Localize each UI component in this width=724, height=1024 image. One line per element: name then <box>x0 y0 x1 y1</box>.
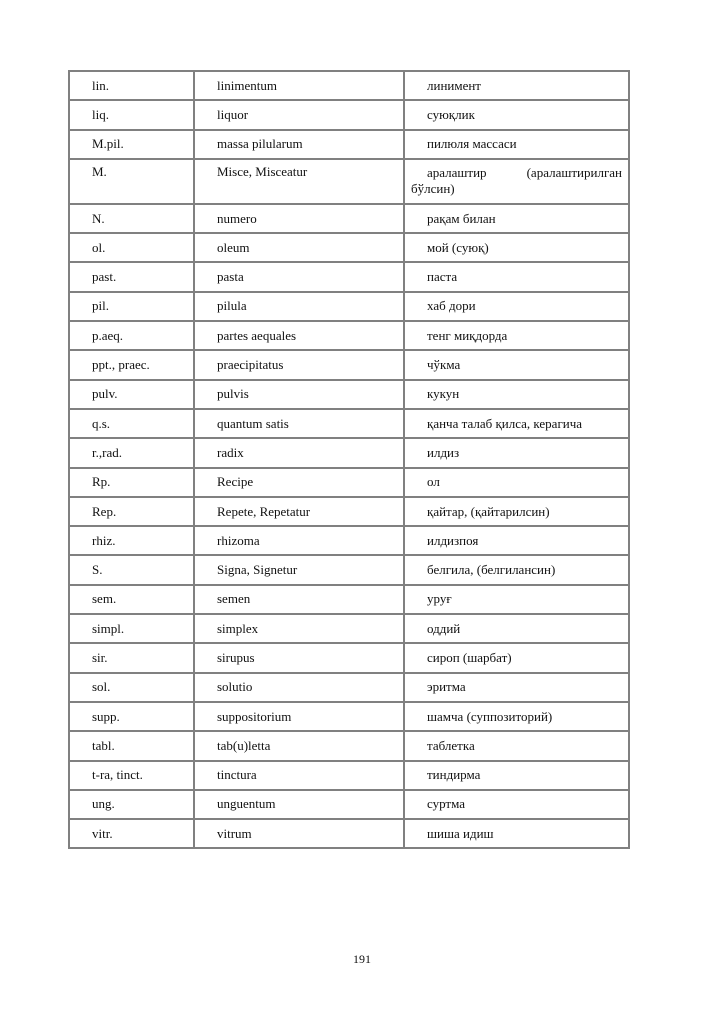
table-body <box>69 71 629 848</box>
abbreviation-cell: liq. <box>69 100 194 129</box>
table-row <box>69 526 629 555</box>
abbreviation-cell: supp. <box>69 702 194 731</box>
translation-cell: паста <box>404 262 629 291</box>
table-row <box>69 731 629 760</box>
translation-cell: пилюля массаси <box>404 130 629 159</box>
translation-cell: сироп (шарбат) <box>404 643 629 672</box>
latin-term-cell: sirupus <box>194 643 404 672</box>
table-row <box>69 233 629 262</box>
table-row <box>69 438 629 467</box>
translation-cell: қанча талаб қилса, керагича <box>404 409 629 438</box>
table-row <box>69 262 629 291</box>
translation-cell: оддий <box>404 614 629 643</box>
latin-term-cell: tinctura <box>194 761 404 790</box>
abbreviation-cell: lin. <box>69 71 194 100</box>
table-row <box>69 790 629 819</box>
latin-term-cell: numero <box>194 204 404 233</box>
table-row <box>69 555 629 584</box>
abbreviation-cell: Rp. <box>69 468 194 497</box>
table-row <box>69 130 629 159</box>
translation-cell: тиндирма <box>404 761 629 790</box>
abbreviation-cell: rhiz. <box>69 526 194 555</box>
latin-term-cell: massa pilularum <box>194 130 404 159</box>
latin-term-cell: praecipitatus <box>194 350 404 379</box>
abbreviation-cell: ppt., praec. <box>69 350 194 379</box>
translation-cell: илдиз <box>404 438 629 467</box>
latin-term-cell: oleum <box>194 233 404 262</box>
latin-term-cell: pilula <box>194 292 404 321</box>
latin-term-cell: quantum satis <box>194 409 404 438</box>
abbreviation-cell: q.s. <box>69 409 194 438</box>
abbreviation-cell: ol. <box>69 233 194 262</box>
abbreviation-cell: pil. <box>69 292 194 321</box>
table-row <box>69 409 629 438</box>
table-row <box>69 468 629 497</box>
translation-cell: қайтар, (қайтарилсин) <box>404 497 629 526</box>
latin-term-cell: tab(u)letta <box>194 731 404 760</box>
latin-term-cell: Misce, Misceatur <box>194 159 404 204</box>
table-row <box>69 204 629 233</box>
translation-cell: шиша идиш <box>404 819 629 848</box>
table-row <box>69 614 629 643</box>
latin-term-cell: rhizoma <box>194 526 404 555</box>
abbreviation-cell: vitr. <box>69 819 194 848</box>
latin-term-cell: pulvis <box>194 380 404 409</box>
latin-term-cell: radix <box>194 438 404 467</box>
translation-cell: уруғ <box>404 585 629 614</box>
table-row <box>69 761 629 790</box>
abbreviation-cell: simpl. <box>69 614 194 643</box>
abbreviation-cell: tabl. <box>69 731 194 760</box>
table-row <box>69 292 629 321</box>
abbreviation-cell: M.pil. <box>69 130 194 159</box>
translation-cell: таблетка <box>404 731 629 760</box>
latin-term-cell: liquor <box>194 100 404 129</box>
page-number: 191 <box>353 952 371 966</box>
table-row <box>69 71 629 100</box>
abbreviation-cell: t-ra, tinct. <box>69 761 194 790</box>
translation-cell: кукун <box>404 380 629 409</box>
abbreviation-cell: M. <box>69 159 194 204</box>
table-row <box>69 702 629 731</box>
translation-cell: мой (суюқ) <box>404 233 629 262</box>
latin-term-cell: simplex <box>194 614 404 643</box>
abbreviation-cell: pulv. <box>69 380 194 409</box>
table-row <box>69 100 629 129</box>
latin-term-cell: suppositorium <box>194 702 404 731</box>
abbreviation-cell: sol. <box>69 673 194 702</box>
translation-cell: илдизпоя <box>404 526 629 555</box>
latin-term-cell: vitrum <box>194 819 404 848</box>
abbreviation-cell: sem. <box>69 585 194 614</box>
table-row <box>69 380 629 409</box>
table-row <box>69 819 629 848</box>
translation-cell: суртма <box>404 790 629 819</box>
abbreviation-cell: Rep. <box>69 497 194 526</box>
latin-term-cell: Signa, Signetur <box>194 555 404 584</box>
translation-cell: рақам билан <box>404 204 629 233</box>
table-row <box>69 350 629 379</box>
table-row <box>69 497 629 526</box>
table-row <box>69 673 629 702</box>
latin-term-cell: partes aequales <box>194 321 404 350</box>
translation-cell: аралаштир (аралаштирилган бўлсин) <box>404 159 629 204</box>
latin-term-cell: unguentum <box>194 790 404 819</box>
latin-term-cell: pasta <box>194 262 404 291</box>
abbreviation-cell: past. <box>69 262 194 291</box>
abbreviation-cell: ung. <box>69 790 194 819</box>
abbreviation-cell: N. <box>69 204 194 233</box>
translation-cell: шамча (суппозиторий) <box>404 702 629 731</box>
abbreviation-cell: S. <box>69 555 194 584</box>
latin-term-cell: solutio <box>194 673 404 702</box>
latin-term-cell: semen <box>194 585 404 614</box>
table-row <box>69 585 629 614</box>
latin-term-cell: Repete, Repetatur <box>194 497 404 526</box>
abbreviation-cell: p.aeq. <box>69 321 194 350</box>
translation-cell: хаб дори <box>404 292 629 321</box>
abbreviation-cell: sir. <box>69 643 194 672</box>
translation-cell: белгила, (белгилансин) <box>404 555 629 584</box>
translation-cell: эритма <box>404 673 629 702</box>
translation-cell: суюқлик <box>404 100 629 129</box>
abbreviation-table <box>68 70 630 849</box>
table-row <box>69 321 629 350</box>
latin-term-cell: linimentum <box>194 71 404 100</box>
table-row <box>69 643 629 672</box>
latin-term-cell: Recipe <box>194 468 404 497</box>
translation-cell: тенг миқдорда <box>404 321 629 350</box>
translation-cell: ол <box>404 468 629 497</box>
table-row <box>69 159 629 204</box>
translation-cell: линимент <box>404 71 629 100</box>
translation-cell: чўкма <box>404 350 629 379</box>
abbreviation-cell: r.,rad. <box>69 438 194 467</box>
